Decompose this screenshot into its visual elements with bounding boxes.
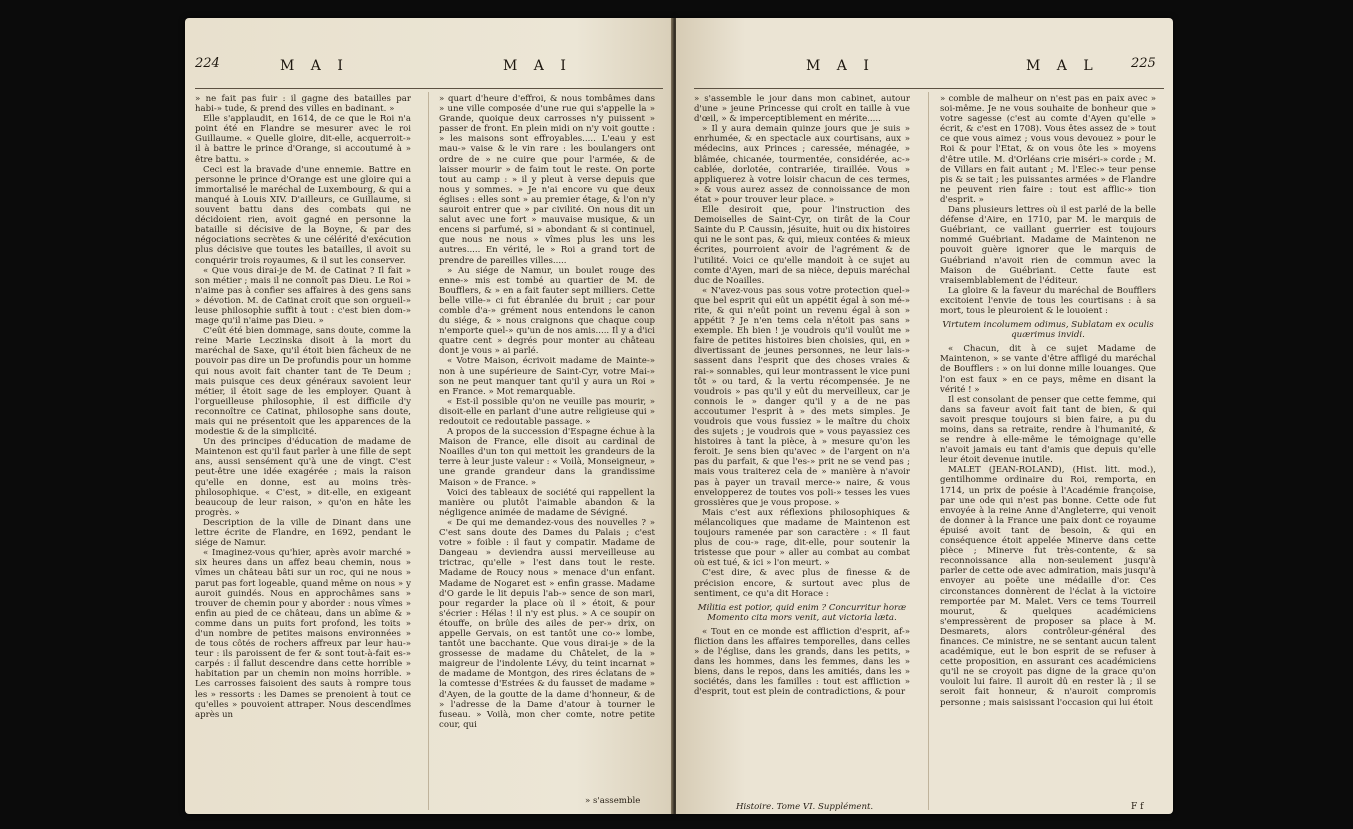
paragraph: C'eût été bien dommage, sans doute, comme la reine Marie Leczinska disoit à la mort du maréchal de Saxe, qu'il étoit bien fâcheux de ne pouvoir pas dire un De profundis pour un homme qui nous avoit fait chanter tant de Te Deum ; mais puisque ces deux généraux savoient leur métier, il étoit sage de les employer. Quant à l'orgueilleuse philosophie, il est difficile d'y reconnoître ce Catinat, philosophe sans doute, mais qui ne présentoit que les apparences de la modestie & de la simplicité. [195, 326, 411, 438]
paragraph: « Chacun, dit à ce sujet Madame de Maintenon, » se vante d'être affligé du maréchal de Boufflers : » on lui donne mille louanges. Que l'on est faux » en ce pays, même en disant la vérité ! » [940, 344, 1156, 395]
paragraph: C'est dire, & avec plus de finesse & de précision encore, & surtout avec plus de sentiment, ce qu'a dit Horace : [694, 568, 910, 599]
latin-quote: Militia est potior, quid enim ? Concurritur horæ Momento cita mors venit, aut victoria læta. [697, 602, 907, 623]
paragraph: Voici des tableaux de société qui rappellent la manière ou plutôt l'aimable abandon & la négligence animée de madame de Sévigné. [439, 487, 655, 518]
paragraph: « De qui me demandez-vous des nouvelles ? » C'est sans doute des Dames du Palais ; c'est votre » foible : il faut y compatir. Madame de Dangeau » deviendra aussi merveilleuse au trictrac, qu'elle » l'est dans tout le reste. Madame de Roucy nous » menace d'un enfant. Madame de Nogaret est » enfin grasse. Madame d'O garde le lit depuis l'ab-» sence de son mari, pour regarder la place où il » étoit, & pour s'écrier : Hélas ! il n'y est plus. » A ce soupir on étouffe, on brûle des ailes de per-» drix, on appelle Gervais, on est tantôt une co-» lombe, tantôt une bacchante. Que vous dirai-je » de la grossesse de madame du Châtelet, de la » maigreur de l'indolente Lévy, du teint incarnat » de madame de Montgon, des rires éclatans de » la comtesse d'Estrées & du fausset de madame » d'Ayen, de la goutte de la dame d'honneur, & de » l'adresse de la Dame d'atour à tourner le fuseau. » Voilà, mon cher comte, notre petite cour, qui [439, 517, 655, 730]
left-column-2 [439, 94, 655, 814]
paragraph: Mais c'est aux réflexions philosophiques & mélancoliques que madame de Maintenon est toujours ramenée par son caractère : « Il faut plus de cou-» rage, dit-elle, pour soutenir la tristesse que pour » aller au combat au combat où est tué, & ici » l'on meurt. » [694, 507, 910, 569]
right-column-1 [694, 94, 910, 799]
paragraph: « Que vous dirai-je de M. de Catinat ? Il fait » son métier ; mais il ne connoît pas Dieu. Le Roi » n'aime pas à confier ses affaires à des gens sans » dévotion. M. de Catinat croit que son orgueil-» leuse philosophie suffit à tout : c'est bien dom-» mage qu'il n'aime pas Dieu. » [195, 265, 411, 327]
paragraph: Il est consolant de penser que cette femme, qui dans sa faveur avoit fait tant de bien, & qui savoit presque toujours si bien faire, a pu du moins, dans sa retraite, rendre à l'humanité, & se rendre à elle-même le témoignage qu'elle n'avoit jamais eu tant d'amis que depuis qu'elle leur étoit devenue inutile. [940, 394, 1156, 466]
running-head-right-b: M A L [1026, 58, 1099, 74]
right-page [676, 18, 1173, 814]
signature-mark: F f [1131, 802, 1144, 812]
paragraph: « Votre Maison, écrivoit madame de Mainte-» non à une supérieure de Saint-Cyr, votre Mai-» son ne peut manquer tant qu'il y aura un Roi » en France. » Mot remarquable. [439, 356, 655, 397]
paragraph: Un des principes d'éducation de madame de Maintenon est qu'il faut parler à une fille de sept ans, aussi sensément qu'à une de vingt. C'est peut-être une idée exagérée ; mais la raison qu'elle en donne, est au moins très-philosophique. « C'est, » dit-elle, en exigeant beaucoup de leur raison, » qu'on en hâte les progrès. » [195, 437, 411, 518]
paragraph: » s'assemble le jour dans mon cabinet, autour d'une » jeune Princesse qui croît en taille à vue d'œil, » & imperceptiblement en mérite..... [694, 94, 910, 125]
paragraph: Elle desiroit que, pour l'instruction des Demoiselles de Saint-Cyr, on tirât de la Cour Sainte du P. Caussin, jésuite, huit ou dix histoires qui ne le sont pas, & qui, mieux contées & mieux écrites, pourroient avoir de l'agrément & de l'utilité. Voici ce qu'elle mandoit à ce sujet au comte d'Ayen, mari de sa nièce, depuis maréchal duc de Noailles. [694, 205, 910, 286]
catchword: » s'assemble [585, 796, 641, 806]
paragraph: « Est-il possible qu'on ne veuille pas mourir, » disoit-elle en parlant d'une autre religieuse qui » redoutoit ce redoutable passage. » [439, 396, 655, 427]
header-rule-right [694, 88, 1164, 89]
running-head-left-a: M A I [280, 58, 349, 74]
running-head-left-b: M A I [503, 58, 572, 74]
paragraph: « Imaginez-vous qu'hier, après avoir marché » six heures dans un affez beau chemin, nous » vîmes un château bâti sur un roc, qui ne nous » parut pas fort logeable, quand même on nous » y auroit guindés. Nous en approchâmes sans » trouver de chemin pour y aborder : nous vîmes » enfin au pied de ce château, dans un abîme & » comme dans un puits fort profond, les toits » d'un nombre de petites maisons environnées » de tous côtés de rochers affreux par leur hau-» teur : ils paroissent de fer & sont tout-à-fait es-» carpés : il fallut descendre dans cette horrible » habitation par un chemin non moins horrible. » Les carrosses faisoient des sauts à rompre tous les » ressorts : les Dames se prenoient à tout ce qu'elles » pouvoient attraper. Nous descendîmes après un [195, 548, 411, 720]
latin-quote: Virtutem incolumem odimus, Sublatam ex oculis quærimus invidi. [942, 320, 1154, 341]
paragraph: Dans plusieurs lettres où il est parlé de la belle défense d'Aire, en 1710, par M. le marquis de Guébriant, ce vaillant guerrier est toujours nommé Guébriant. Madame de Maintenon ne pouvoit guère ignorer que le marquis de Guébriand n'avoit rien de commun avec la Maison de Guébriant. Cette faute est vraisemblablement de l'éditeur. [940, 205, 1156, 286]
paragraph: « N'avez-vous pas sous votre protection quel-» que bel esprit qui eût un appétit égal à son mé-» rite, & qui n'eût point un revenu égal à son » appétit ? Je n'en tems cela n'étoit pas sans » exemple. Eh bien ! je voudrois qu'il voulût me » faire de petites histoires bien choisies, qui, en » divertissant de jeunes personnes, ne leur lais-» sassent dans l'esprit que des choses vraies & rai-» sonnables, qui leur montrassent le vice puni tôt » ou tard, & la vertu récompensée. Je ne voudrois » pas qu'il y eût du merveilleux, car je connois le » danger qu'il y a de ne pas accoutumer l'esprit à » des mets simples. Je voudrois que vous fussiez » le maître du choix des sujets ; je voudrois que » vous payassiez ces histoires à tant la pièce, à » mesure qu'on les feroit. Je sens bien qu'avec » de l'argent on n'a pas du parfait, & que l'es-» prit ne se vend pas ; mais vous traiterez cela de » manière à n'avoir pas à payer un travail merce-» naire, & vous envelopperez de toutes vos poli-» tesses les vues grossières que je vous propose. » [694, 285, 910, 508]
column-divider [428, 92, 429, 810]
paragraph: » ne fait pas fuir : il gagne des batailles par habi-» tude, & prend des villes en badinant. » [195, 94, 411, 115]
page-footer: Histoire. Tome VI. Supplément. [736, 802, 874, 812]
paragraph: » comble de malheur on n'est pas en paix avec » soi-même. Je ne vous souhaite de bonheur que » votre sagesse (c'est au comte d'Ayen qu'elle » écrit, & c'est en 1708). Vous êtes assez de » tout ce que vous aimez ; vous vous devouez » pour le Roi & pour l'Etat, & on vous ôte les » moyens d'être utile. M. d'Orléans crie miséri-» corde ; M. de Villars en fait autant ; M. l'Elec-» teur pense pis & se tait ; les puissantes armées » de Flandre ne peuvent rien faire : tout est afflic-» tion d'esprit. » [940, 94, 1156, 205]
left-column-1 [195, 94, 411, 814]
header-rule-left [195, 88, 663, 89]
left-page [185, 18, 673, 814]
paragraph: « Tout en ce monde est affliction d'esprit, af-» fliction dans les affaires temporelles, dans celles » de l'église, dans les grands, dans les petits, » dans les hommes, dans les femmes, dans les » biens, dans le repos, dans les amitiés, dans les » sociétés, dans les familles : tout est affliction » d'esprit, tout est plein de contradictions, & pour [694, 626, 910, 698]
running-head-right-a: M A I [806, 58, 875, 74]
paragraph: » Au siége de Namur, un boulet rouge des enne-» mis est tombé au quartier de M. de Boufflers, & » en a fait fauter sept milliers. Cette belle ville-» ci fut ébranlée du bruit ; car pour comble d'a-» grément nous entendons le canon du siége, & » nous craignons que chaque coup n'emporte quel-» qu'un de nos amis..... Il y a d'ici quatre cent » degrés pour monter au château dont je vous » ai parlé. [439, 265, 655, 357]
paragraph: MALET (JEAN-ROLAND), (Hist. litt. mod.), gentilhomme ordinaire du Roi, remporta, en 1714, un prix de poésie à l'Académie françoise, par une ode qui n'est pas bonne. Cette ode fut envoyée à la reine Anne d'Angleterre, qui venoit de donner à la France une paix dont ce royaume épuisé avoit tant de besoin, & qui en conséquence étoit appelée Minerve dans cette pièce ; Minerve fut très-contente, & sa reconnoissance alla non-seulement jusqu'à parler de cette ode avec admiration, mais jusqu'à envoyer au poëte une médaille d'or. Ces circonstances donnèrent de l'éclat à la victoire remportée par M. Malet. Vers ce tems Tourreil mourut, & quelques académiciens s'empressèrent de proposer sa place à M. Desmarets, alors contrôleur-général des finances. Ce ministre, ne se sentant aucun talent académique, eut le bon esprit de se refuser à cette proposition, en assurant ces académiciens qu'il ne se croyoit pas digne de la grace qu'on vouloit lui faire. Il auroit dû en rester là ; il se seroit fait honneur, & n'auroit compromis personne ; mais saisissant l'occasion qui lui étoit [940, 465, 1156, 708]
paragraph: » quart d'heure d'effroi, & nous tombâmes dans » une ville composée d'une rue qui s'appelle la » Grande, quoique deux carrosses n'y puissent » passer de front. En plein midi on n'y voit goutte : » les maisons sont effroyables..... L'eau y est mau-» vaise & le vin rare : les boulangers ont ordre de » ne cuire que pour l'armée, & de laisser mourir » de faim tout le reste. On porte tout au camp : » il y pleut à verse depuis que nous y sommes. » Je n'ai encore vu que deux églises : elles sont » au premier étage, & l'on n'y sauroit entrer que » par civilité. On nous dit un salut avec une fort » mauvaise musique, & un encens si parfumé, si » abondant & si continuel, que nous ne nous » vîmes plus les uns les autres..... En vérité, le » Roi a grand tort de prendre de pareilles villes..... [439, 94, 655, 266]
paragraph: La gloire & la faveur du maréchal de Boufflers excitoient l'envie de tous les courtisans : à sa mort, tous le pleuroient & le louoient : [940, 285, 1156, 316]
paragraph: Elle s'applaudit, en 1614, de ce que le Roi n'a point été en Flandre se mesurer avec le roi Guillaume. « Quelle gloire, dit-elle, acquerroit-» il à battre le prince d'Orange, si accoutumé à » être battu. » [195, 114, 411, 165]
paragraph: Description de la ville de Dinant dans une lettre écrite de Flandre, en 1692, pendant le siége de Namur. [195, 517, 411, 549]
paragraph: A propos de la succession d'Espagne échue à la Maison de France, elle disoit au cardinal de Noailles d'un ton qui mettoit les grandeurs de la terre à leur juste valeur : « Voilà, Monseigneur, » une grande grandeur dans la grandissime Maison » de France. » [439, 427, 655, 488]
column-divider [928, 92, 929, 810]
right-column-2 [940, 94, 1156, 799]
paragraph: » Il y aura demain quinze jours que je suis » enrhumée, & en spectacle aux courtisans, aux » médecins, aux Princes ; caressée, ménagée, » blâmée, chicanée, tourmentée, considérée, ac-» cablée, dorlotée, contrariée, tiraillée. Vous » appliquerez à votre loisir chacun de ces termes, » & vous aurez assez de connoissance de mon état » pour trouver leur place. » [694, 124, 910, 205]
paragraph: Ceci est la bravade d'une ennemie. Battre en personne le prince d'Orange est une gloire qui a immortalisé le maréchal de Luxembourg, & qui a manqué à Louis XIV. D'ailleurs, ce Guillaume, si souvent battu dans des combats qui ne décidoient rien, avoit gagné en personne la bataille si décisive de la Boyne, & par des négociations secrètes & une célérité d'exécution plus décisive que toutes les batailles, il avoit su conquérir trois royaumes, & il sut les conserver. [195, 164, 411, 266]
page-number-left: 224 [195, 56, 220, 71]
page-number-right: 225 [1131, 56, 1156, 71]
